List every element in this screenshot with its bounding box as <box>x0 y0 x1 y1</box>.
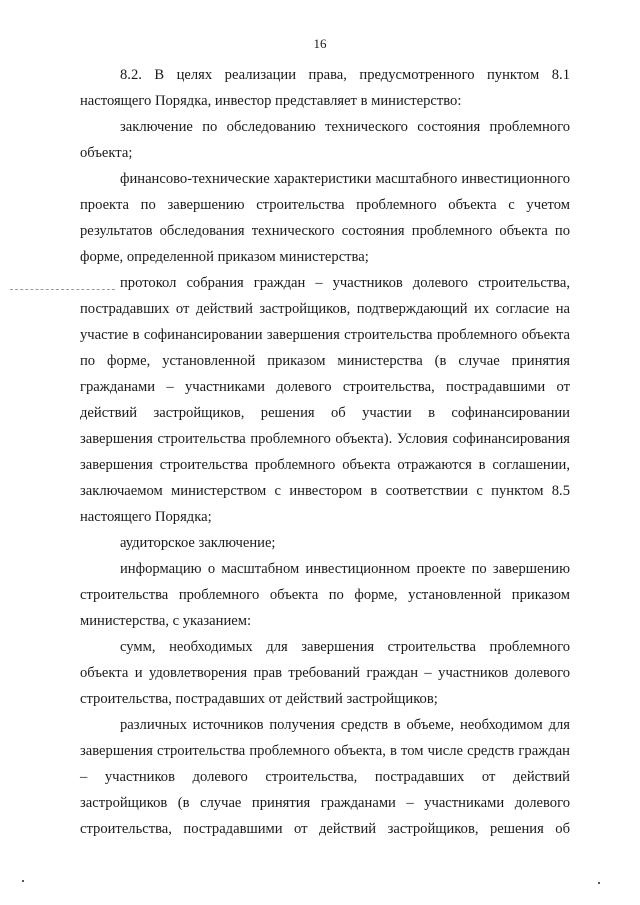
document-body <box>80 62 570 842</box>
paragraph: финансово-технические характеристики масштабного инвестиционного проекта по завершению строительства проблемного объекта с учетом результатов обследования технического состояния проблемного объекта по форме, определенной приказом министерства; <box>80 171 570 265</box>
paragraph: заключение по обследованию технического состояния проблемного объекта; <box>80 119 570 161</box>
paragraph: 8.2. В целях реализации права, предусмотренного пунктом 8.1 настоящего Порядка, инвестор представляет в министерство: <box>80 67 570 109</box>
scan-artifact-dot <box>598 882 600 884</box>
paragraph: протокол собрания граждан – участников долевого строительства, пострадавших от действий застройщиков, подтверждающий их согласие на участие в софинансировании завершения строительства проблемного объекта по форме, установленной приказом министерства (в случае принятия гражданами – участниками долевого строительства, пострадавшими от действий застройщиков, решения об участии в софинансировании завершения строительства проблемного объекта). Условия софинансирования завершения строительства проблемного объекта отражаются в соглашении, заключаемом министерством с инвестором в соответствии с пунктом 8.5 настоящего Порядка; <box>80 275 570 525</box>
paragraph: информацию о масштабном инвестиционном проекте по завершению строительства проблемного объекта по форме, установленной приказом министерства, с указанием: <box>80 561 570 629</box>
paragraph: различных источников получения средств в объеме, необходимом для завершения строительства проблемного объекта, в том числе средств граждан – участников долевого строительства, пострадавших от действий застройщиков (в случае принятия гражданами – участниками долевого строительства, пострадавшими от действий застройщиков, решения об <box>80 717 570 837</box>
page-number: 16 <box>313 36 327 51</box>
paragraph: аудиторское заключение; <box>120 535 276 551</box>
scan-artifact-dot <box>22 880 24 882</box>
paragraph: сумм, необходимых для завершения строительства проблемного объекта и удовлетворения прав требований граждан – участников долевого строительства, пострадавших от действий застройщиков; <box>80 639 570 707</box>
